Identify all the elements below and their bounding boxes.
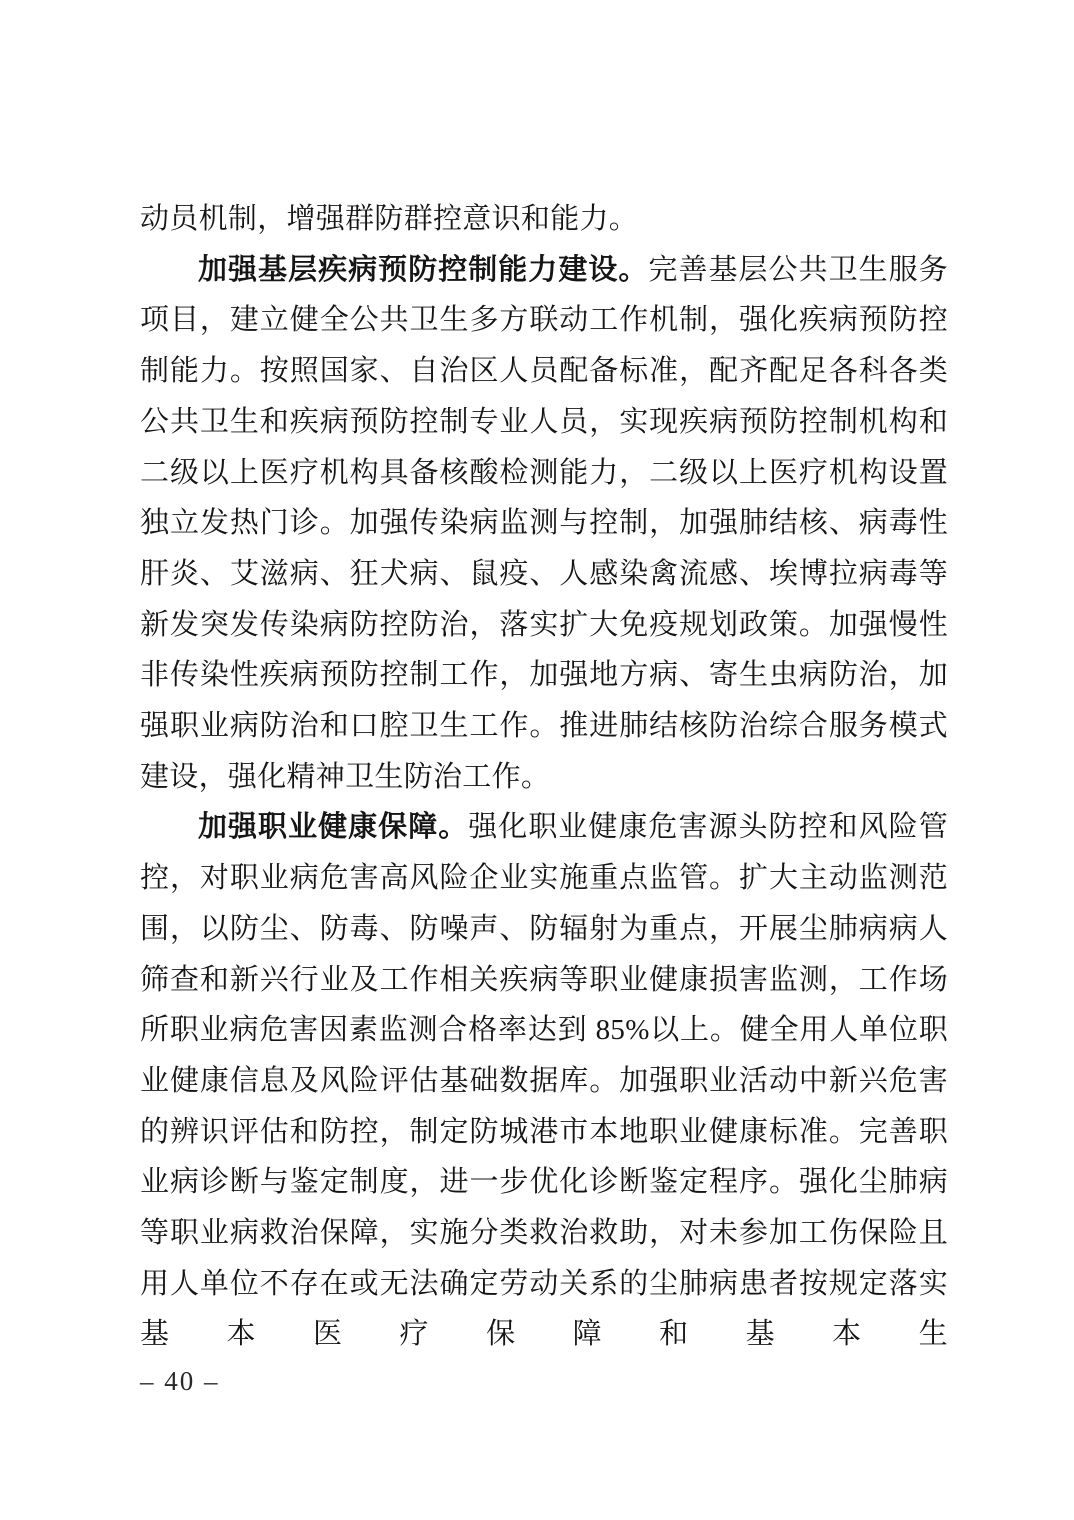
paragraph-lead: 加强职业健康保障。 (198, 811, 469, 844)
paragraph-lead: 加强基层疾病预防控制能力建设。 (198, 253, 649, 286)
paragraph-continuation (140, 194, 948, 245)
paragraph-occupational-health (140, 802, 948, 1360)
paragraph-grassroots-disease-control (140, 245, 948, 803)
page-number: – 40 – (140, 1366, 220, 1396)
paragraph-body: 动员机制，增强群防群控意识和能力。 (140, 203, 639, 235)
paragraph-body: 强化职业健康危害源头防控和风险管控，对职业病危害高风险企业实施重点监管。扩大主动监测范围，以防尘、防毒、防噪声、防辐射为重点，开展尘肺病病人筛查和新兴行业及工作相关疾病等职业健康损害监测，工作场所职业病危害因素监测合格率达到 85%以上。健全用人单位职业健康信息及风险评估基础数据库。加强职业活动中新兴危害的辨识评估和防控，制定防城港市本地职业健康标准。完善职业病诊断与鉴定制度，进一步优化诊断鉴定程序。强化尘肺病等职业病救治保障，实施分类救治救助，对未参加工伤保险且用人单位不存在或无法确定劳动关系的尘肺病患者按规定落实基本医疗保障和基本生 (140, 811, 948, 1351)
body-text-block (140, 194, 948, 1360)
paragraph-body: 完善基层公共卫生服务项目，建立健全公共卫生多方联动工作机制，强化疾病预防控制能力。按照国家、自治区人员配备标准，配齐配足各科各类公共卫生和疾病预防控制专业人员，实现疾病预防控制机构和二级以上医疗机构具备核酸检测能力，二级以上医疗机构设置独立发热门诊。加强传染病监测与控制，加强肺结核、病毒性肝炎、艾滋病、狂犬病、鼠疫、人感染禽流感、埃博拉病毒等新发突发传染病防控防治，落实扩大免疫规划政策。加强慢性非传染性疾病预防控制工作，加强地方病、寄生虫病防治，加强职业病防治和口腔卫生工作。推进肺结核防治综合服务模式建设，强化精神卫生防治工作。 (140, 253, 948, 793)
